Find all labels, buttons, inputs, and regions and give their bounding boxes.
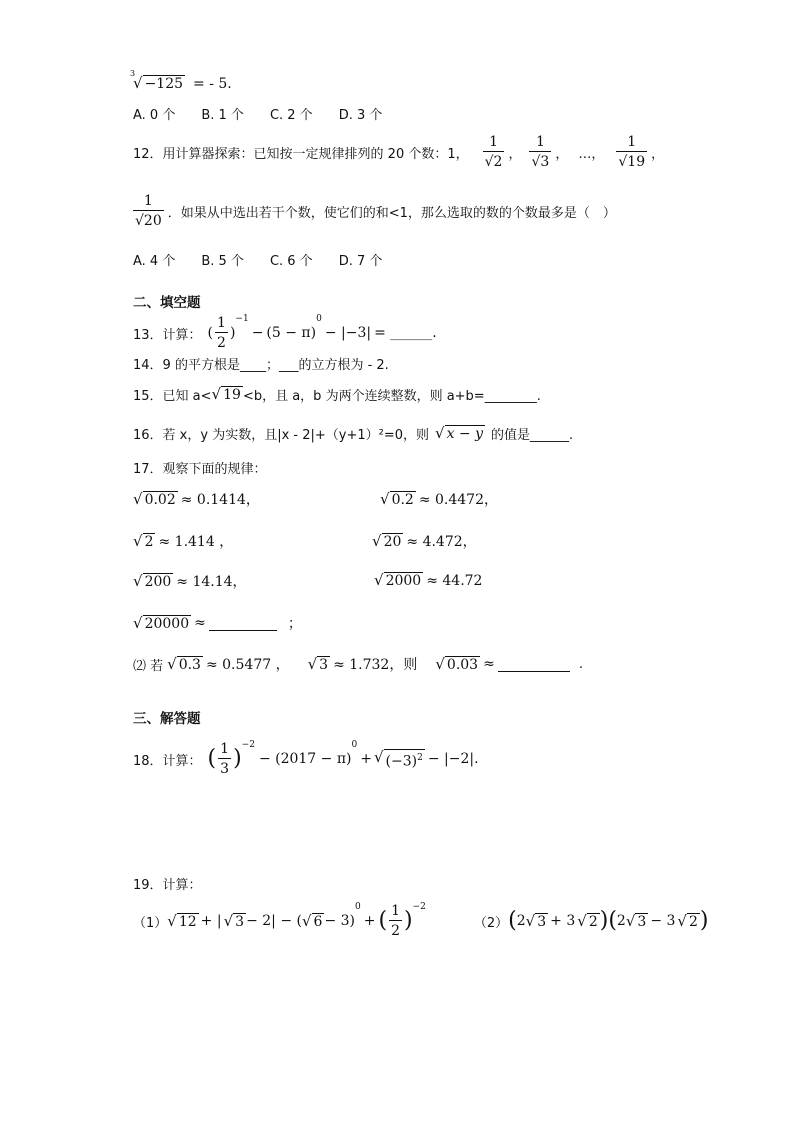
fraction: $\frac{1}{√19}$ (618, 134, 646, 170)
q12-options (133, 250, 408, 269)
fraction: $\frac{1}{√2}$ (484, 134, 503, 170)
answer-blank (498, 657, 570, 672)
q13: 13．计算： ( $\frac{1}{2}$ ) −1 − (5 − π) 0 − |− 3 | = ______. (133, 314, 437, 351)
q17-part2: ⑵ 若 √ 0.3 ≈ 0.5477 ， √ 3 ≈ 1.732，则 √ 0.03 ≈ . (133, 654, 583, 674)
fraction: $\frac{1}{√20}$ (135, 193, 162, 229)
q14: 14．9 的平方根是____；___的立方根为 - 2. (133, 358, 389, 373)
q16: 16．若 x，y 为实数，且|x - 2|+（y+1）²=0，则 √ x − y 的值是______. (133, 424, 574, 443)
square-root: √ 19 (211, 385, 241, 403)
q18: 18．计算： ( $\frac{1}{3}$ ) $^{-2}$ − (2017 − π) 0 + √ $(-3)^2$ − |−2|. (133, 740, 479, 777)
option: B. 1 个 (201, 108, 244, 123)
answer-blank (209, 616, 277, 631)
q17-row: √ 20000 ≈ ； (133, 613, 302, 632)
q17-row: √ 200 ≈ 14.14， (133, 571, 247, 590)
fraction: $\frac{1}{√3}$ (531, 134, 550, 170)
option: D. 3 个 (338, 108, 383, 123)
q17-row: √ 0.02 ≈ 0.1414， (133, 489, 260, 508)
q11-tail: 3 √ −125 = - 5. (130, 69, 232, 92)
option: C. 2 个 (269, 108, 313, 123)
q17-label: 17．观察下面的规律： (133, 462, 267, 477)
q12-line2: $\frac{1}{√20}$ ．如果从中选出若干个数，使它们的和<1，那么选取的数的个数最多是（ ） (135, 193, 616, 229)
option: A. 0 个 (133, 108, 176, 123)
q12-line1: 12．用计算器探索：已知按一定规律排列的 20 个数：1， $\frac{1}{√2}$ ， $\frac{1}{√3}$ ， …， $\frac{1}{√19}$ ， (133, 134, 665, 170)
q17-row: √ 20 ≈ 4.472， (372, 531, 477, 550)
section-heading: 二、填空题 (133, 295, 201, 311)
option: D. 7 个 (338, 254, 383, 269)
option: B. 5 个 (201, 254, 244, 269)
q15: 15．已知 a< √ 19 <b，且 a，b 为两个连续整数，则 a+b=________. (133, 385, 541, 404)
q11-options (133, 104, 408, 123)
option: A. 4 个 (133, 254, 176, 269)
q17-row: √ 2 ≈ 1.414 ， (133, 531, 234, 550)
q17-row: √ 2000 ≈ 44.72 (374, 571, 483, 589)
section-heading: 三、解答题 (133, 711, 201, 727)
option: C. 6 个 (269, 254, 313, 269)
q19-parts: （1） √ 12 + | √ 3 − 2| − ( √ 6 − 3) 0 + ( $\frac{1}{2}$ ) $^{-2}$ （2） ( 2 √ 3 + 3 √ 2 )( 2 √ 3 − 3 √ 2 ) (133, 902, 709, 939)
cube-root: 3 √ −125 (130, 69, 184, 92)
square-root: √ x − y (435, 424, 483, 442)
q17-row: √ 0.2 ≈ 0.4472， (380, 489, 498, 508)
q19-label: 19．计算： (133, 878, 202, 893)
